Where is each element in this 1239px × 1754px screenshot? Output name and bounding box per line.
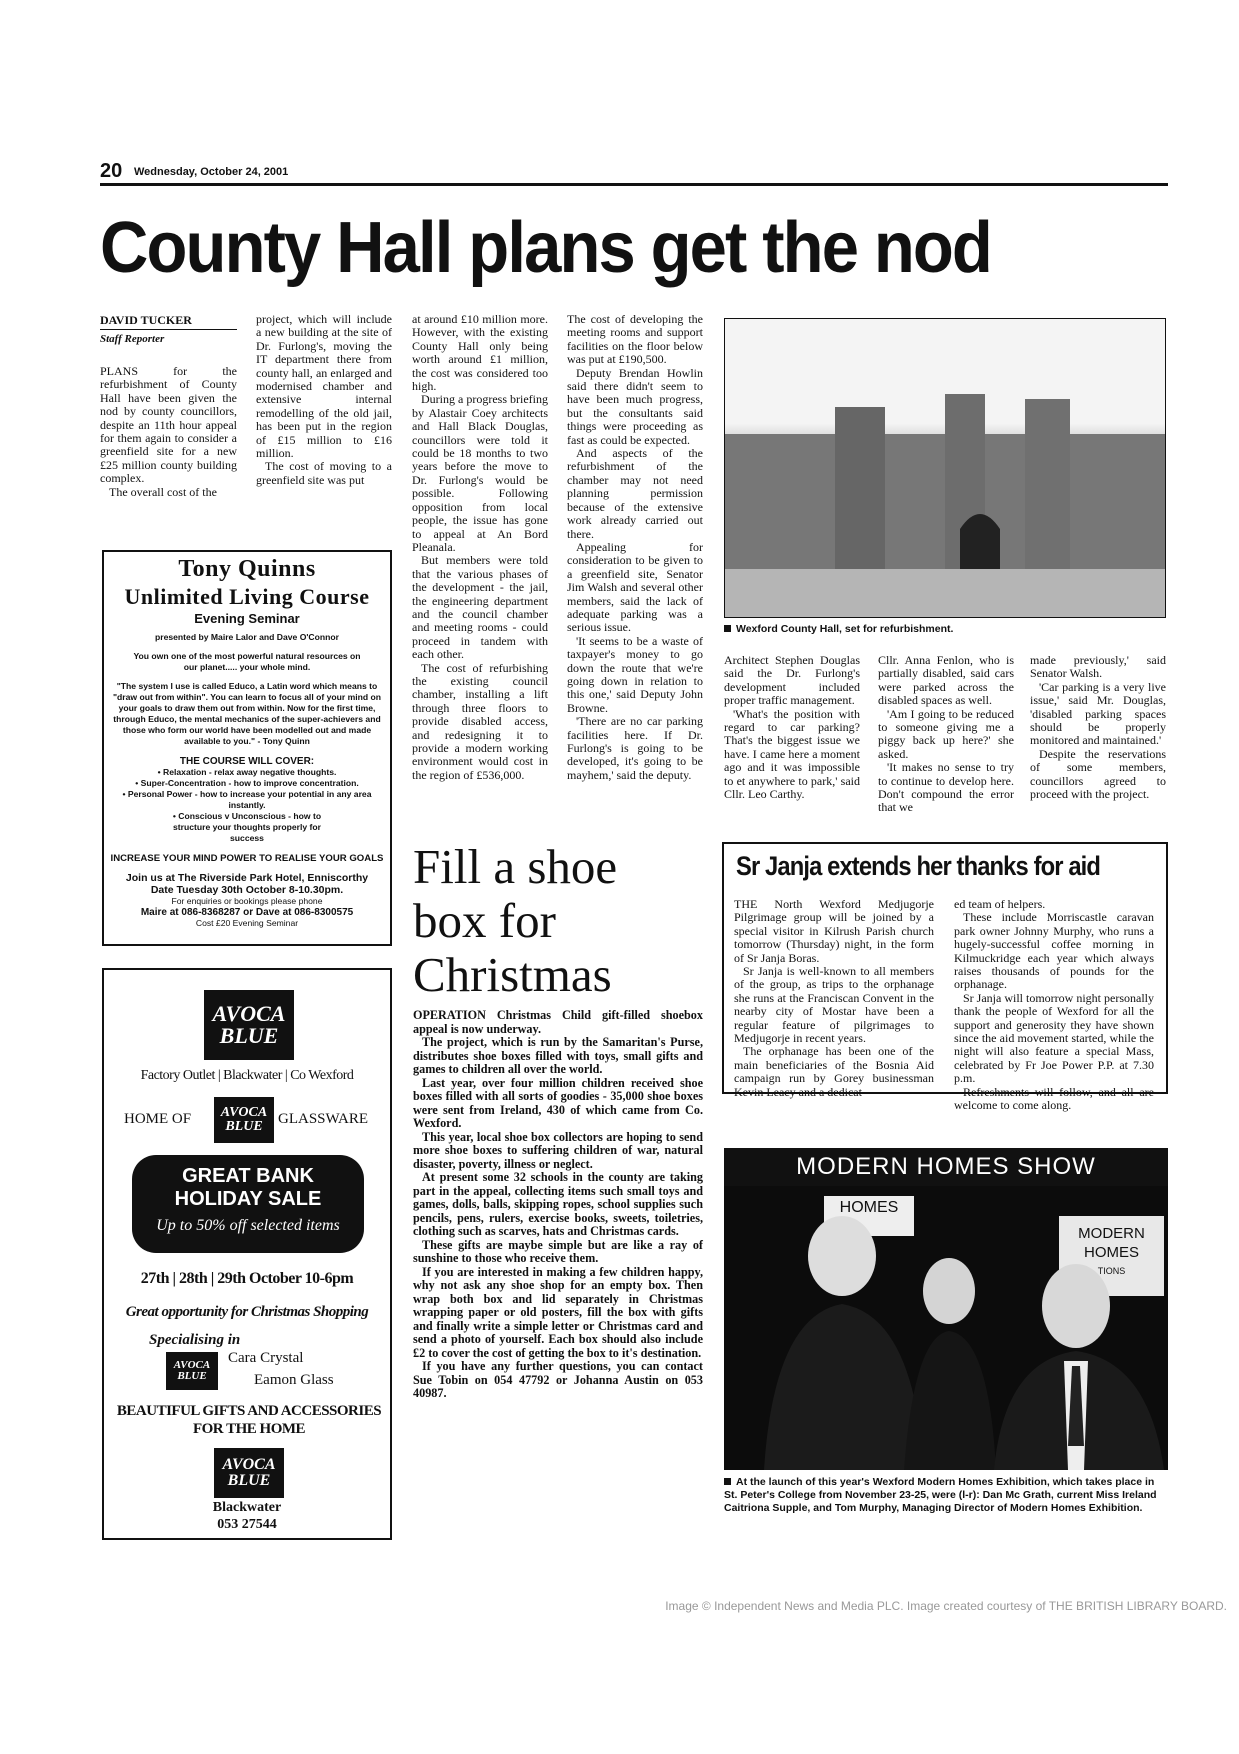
paragraph: If you have any further questions, you can contact Sue Tobin on 054 47792 or Johanna Austin on 053 40987.	[413, 1359, 703, 1400]
main-headline: County Hall plans get the nod	[100, 208, 991, 288]
paragraph: The cost of developing the meeting rooms and support facilities on the floor below was put at £190,500.	[567, 312, 703, 367]
paragraph: The project, which is run by the Samaritan's Purse, distributes shoe boxes filled with toys, small gifts and games to children all over the world.	[413, 1035, 703, 1076]
article-column-4	[567, 313, 703, 782]
brand-cara-crystal: Cara Crystal	[228, 1350, 304, 1366]
logo-line-2: BLUE	[219, 1023, 279, 1048]
ad-cover-item: • Super-Concentration - how to improve concentration.	[135, 778, 359, 788]
logo-line-2: BLUE	[227, 1472, 271, 1489]
sale-banner	[132, 1155, 364, 1253]
paragraph: made previously,' said Senator Walsh.	[1030, 653, 1166, 681]
janja-column-2	[954, 898, 1154, 1113]
paragraph: Cllr. Anna Fenlon, who is partially disabled, said cars were parked across the disabled spaces as well.	[878, 653, 1014, 708]
paragraph: ed team of helpers.	[954, 897, 1046, 911]
logo-line-1: AVOCA	[222, 1456, 276, 1473]
paragraph: At present some 32 schools in the county are taking part in the appeal, collecting items such small toys and games, dolls, balls, skipping ropes, school supplies such pencils, pens, rulers, exercise books, sweets, toiletries, clothing such as scarves, hats and Christmas cards.	[413, 1170, 703, 1238]
sale-dates: 27th | 28th | 29th October 10-6pm	[140, 1270, 354, 1287]
page-number: 20	[100, 160, 123, 182]
paragraph: 'Car parking is a very live issue,' said Mr. Douglas, 'disabled parking spaces should be properly monitored and maintained.'	[1030, 679, 1166, 748]
paragraph: 'Am I going to be reduced to someone giving me a piggy back up here?' she asked.	[878, 706, 1014, 761]
paragraph: 'There are no car parking facilities here. If Dr. Furlong's is going to be developed, it's going to be mayhem,' said the deputy.	[567, 714, 703, 782]
caption-bullet-icon	[724, 1478, 731, 1485]
avoca-blue-ad	[102, 968, 392, 1540]
sign-left-text: HOMES	[839, 1199, 899, 1216]
logo-line-1: AVOCA	[212, 1001, 286, 1026]
paragraph: Deputy Brendan Howlin said there didn't seem to have been much progress, but the consultants said things were proceeding as fast as could be expected.	[567, 365, 703, 447]
sign-right-line-1: MODERN	[1078, 1225, 1145, 1242]
paragraph: project, which will include a new building at the site of Dr. Furlong's, moving the IT department there from county hall, an enlarged and modernised chamber and extensive internal remodelling of the old jail, has been put in the region of £15 million to £16 million.	[256, 312, 392, 461]
sign-right-line-3: TIONS	[1097, 1266, 1126, 1276]
avoca-factory: Factory Outlet | Blackwater | Co Wexford	[140, 1068, 354, 1083]
paragraph: Sr Janja is well-known to all members of the group, as trips to the orphanage she runs at the Franciscan Convent in the nearby city of Mostar have been a regular feature of pilgrimages to Medjugorje in recent years.	[734, 964, 934, 1046]
glassware-label: GLASSWARE	[278, 1111, 369, 1127]
ad-title-2: Unlimited Living Course	[124, 584, 370, 609]
paragraph: The cost of refurbishing the existing council chamber, installing a lift through three floors to provide disabled access, and redesigning it to provide a modern working environment would cost in the region of £536,000.	[412, 660, 548, 782]
logo-line-2: BLUE	[177, 1370, 207, 1382]
article-column-3	[412, 313, 548, 782]
logo-line-2: BLUE	[225, 1119, 263, 1134]
christmas-opportunity: Great opportunity for Christmas Shopping	[125, 1304, 369, 1320]
avoca-logo	[204, 990, 294, 1060]
ad-subtitle: Evening Seminar	[194, 611, 300, 626]
tony-quinn-ad	[102, 550, 392, 946]
sale-line-1: GREAT BANK	[182, 1165, 314, 1187]
paragraph: at around £10 million more. However, with the existing County Hall only being worth around £1 million, the cost was considered too high.	[412, 312, 548, 394]
ad-cost: Cost £20 Evening Seminar	[195, 918, 299, 928]
avoca-logo-small-2	[166, 1352, 218, 1390]
article-column-6	[878, 654, 1014, 815]
ad-quote: "The system I use is called Educo, a Latin word which means to "draw out from within". You can learn to focus all of your mind on your goals to draw them out from within. Now for the first time, through Educo, the mental mechanics of the super-achievers and those who form our world have been modelled out and made available to you." - Tony Quinn	[112, 681, 382, 746]
paragraph: 'It makes no sense to try to continue to develop here. Don't compound the error that we	[878, 760, 1014, 815]
ad-title-1: Tony Quinns	[178, 556, 316, 582]
ad-intro: You own one of the most powerful natural resources on our planet..... your whole mind.	[133, 651, 361, 672]
photo-caption	[724, 623, 1166, 636]
modern-homes-photo	[724, 1186, 1168, 1470]
article-column-5	[724, 654, 860, 801]
ad-enquiries: For enquiries or bookings please phone	[171, 896, 323, 906]
paragraph: The cost of moving to a greenfield site was put	[256, 459, 392, 487]
people-illustration	[724, 1186, 1168, 1470]
gifts-text: BEAUTIFUL GIFTS AND ACCESSORIES FOR THE HOME	[116, 1403, 382, 1437]
byline	[100, 313, 237, 345]
paragraph: Last year, over four million children received shoe boxes filled with all sorts of goodies - 35,000 shoe boxes were sent from Ireland, 430 of which came from Co. Wexford.	[413, 1075, 703, 1130]
header-rule	[100, 183, 1168, 186]
paragraph: If you are interested in making a few children happy, why not ask any shoe shop for an empty box. Then wrap both box and lid separately in Christmas wrapping paper or old posters, fill the box with gifts and finally write a simple letter or Christmas card and send a photo of yourself. Each box should also include £2 to cover the cost of getting the box to it's destination.	[413, 1264, 703, 1360]
ad-date: Date Tuesday 30th October 8-10.30pm.	[150, 884, 344, 896]
shoebox-headline: Fill a shoe box for Christmas	[413, 839, 618, 1002]
logo-line-1: AVOCA	[220, 1105, 268, 1120]
janja-box	[722, 842, 1168, 1113]
ad-cover-item: • Personal Power - how to increase your potential in any area instantly.	[122, 789, 372, 810]
specialising-label: Specialising in	[149, 1332, 241, 1348]
ad-presented: presented by Maire Lalor and Dave O'Connor	[155, 632, 339, 642]
home-of-label: HOME OF	[124, 1111, 192, 1127]
paragraph: But members were told that the various phases of the development - the jail, the engineering department and the council chamber and meeting rooms - could proceed in tandem with each other.	[412, 553, 548, 662]
paragraph: OPERATION Christmas Child gift-filled shoebox appeal is now underway.	[413, 1008, 703, 1036]
paragraph: During a progress briefing by Alastair Coey architects and Hall Black Douglas, councillors were told it could be 18 months to two years before the move to Dr. Furlong's would be possible. Following opposition from local people, the issue has gone to appeal at An Bord Pleanala.	[412, 392, 548, 554]
ad-cover-item: • Relaxation - relax away negative thoughts.	[157, 767, 337, 777]
modern-homes-banner	[724, 1148, 1168, 1186]
modern-homes-caption	[724, 1476, 1168, 1515]
image-credit: Image © Independent News and Media PLC. Image created courtesy of THE BRITISH LIBRARY BOARD.	[665, 1599, 1227, 1613]
photo-caption-text: Wexford County Hall, set for refurbishment.	[736, 623, 954, 635]
sign-right-line-2: HOMES	[1083, 1244, 1139, 1261]
paragraph: And aspects of the refurbishment of the chamber may not need planning permission because of the extensive work already carried out there.	[567, 446, 703, 541]
janja-headline: Sr Janja extends her thanks for aid	[736, 851, 1101, 881]
paragraph: 'It seems to be a waste of taxpayer's money to go down the route that we're going down in relation to this one,' said Deputy John Browne.	[567, 633, 703, 715]
paragraph: Architect Stephen Douglas said the Dr. Furlong's development included proper traffic management.	[724, 653, 860, 708]
paragraph: The overall cost of the	[109, 484, 217, 499]
avoca-town: Blackwater	[212, 1500, 282, 1515]
county-hall-photo	[724, 318, 1166, 618]
paragraph: Appealing for consideration to be given to a greenfield site, Senator Jim Walsh and several other members, said the lack of adequate parking was a serious issue.	[567, 539, 703, 635]
ad-join: Join us at The Riverside Park Hotel, Enniscorthy	[125, 872, 369, 884]
issue-date: Wednesday, October 24, 2001	[134, 166, 289, 178]
paragraph: PLANS for the refurbishment of County Hall have been given the nod by county councillors, despite an 11th hour appeal for them again to consider a greenfield site for a new £25 million county building complex.	[100, 364, 237, 486]
article-column-2	[256, 313, 392, 487]
byline-role: Staff Reporter	[100, 333, 165, 345]
article-column-1	[100, 365, 237, 499]
avoca-logo-bottom	[214, 1448, 284, 1498]
paragraph: These include Morriscastle caravan park owner Johnny Murphy, who runs a hugely-successful coffee morning in Kilmuckridge each year which always raises thousands of pounds for the orphanage.	[954, 910, 1154, 992]
banner-text: MODERN HOMES SHOW	[796, 1153, 1096, 1180]
paragraph: The orphanage has been one of the main beneficiaries of the Bosnia Aid campaign run by Gorey businessman Kevin Leacy and a dedicat-	[734, 1044, 934, 1099]
logo-line-1: AVOCA	[173, 1359, 211, 1371]
ad-phones: Maire at 086-8368287 or Dave at 086-8300575	[140, 907, 354, 918]
byline-author: DAVID TUCKER	[100, 313, 237, 330]
ad-cover-item: • Conscious v Unconscious - how to structure your thoughts properly for success	[172, 811, 322, 843]
article-column-7	[1030, 654, 1166, 801]
avoca-phone: 053 27544	[217, 1517, 277, 1532]
modern-homes-caption-text: At the launch of this year's Wexford Modern Homes Exhibition, which takes place in St. Peter's College from November 23-25, were (l-r): Dan Mc Grath, current Miss Ireland Caitriona Supple, and Tom Murphy, Managing Director of Modern Homes Exhibition.	[724, 1476, 1157, 1514]
ad-cover-title: THE COURSE WILL COVER:	[179, 756, 315, 767]
avoca-home-of	[104, 1095, 390, 1145]
paragraph: THE North Wexford Medjugorje Pilgrimage group will be joined by a special visitor in Kilrush Parish church tomorrow (Thursday) night, in the form of Sr Janja Boras.	[734, 897, 934, 965]
janja-column-1	[734, 898, 934, 1099]
sale-offer: Up to 50% off selected items	[156, 1217, 340, 1234]
paragraph: These gifts are maybe simple but are like a ray of sunshine to those who receive them.	[413, 1237, 703, 1265]
shoebox-body	[413, 1009, 703, 1401]
avoca-logo-small	[214, 1097, 274, 1143]
paragraph: 'What's the position with regard to car parking? That's the biggest issue we have. I came here a moment ago and it was impossible to et anywhere to park,' said Cllr. Leo Carthy.	[724, 706, 860, 802]
caption-bullet-icon	[724, 625, 731, 632]
ad-increase: INCREASE YOUR MIND POWER TO REALISE YOUR GOALS	[110, 853, 384, 864]
castle-illustration	[725, 319, 1165, 617]
sale-line-2: HOLIDAY SALE	[174, 1188, 322, 1210]
paragraph: This year, local shoe box collectors are hoping to send more shoe boxes to suffering children of war, natural disaster, poverty, illness or neglect.	[413, 1129, 703, 1171]
paragraph: Despite the reservations of some members, councillors agreed to proceed with the project.	[1030, 746, 1166, 802]
brand-eamon-glass: Eamon Glass	[254, 1372, 334, 1388]
paragraph: Sr Janja will tomorrow night personally thank the people of Wexford for all the support and generosity they have shown since the aid movement started, while the night will also feature a special Mass, celebrated by Fr Joe Power P.P. at 7.30 p.m.	[954, 990, 1154, 1086]
page-header	[100, 160, 1168, 184]
paragraph: Refreshments will follow, and all are welcome to come along.	[954, 1084, 1154, 1113]
